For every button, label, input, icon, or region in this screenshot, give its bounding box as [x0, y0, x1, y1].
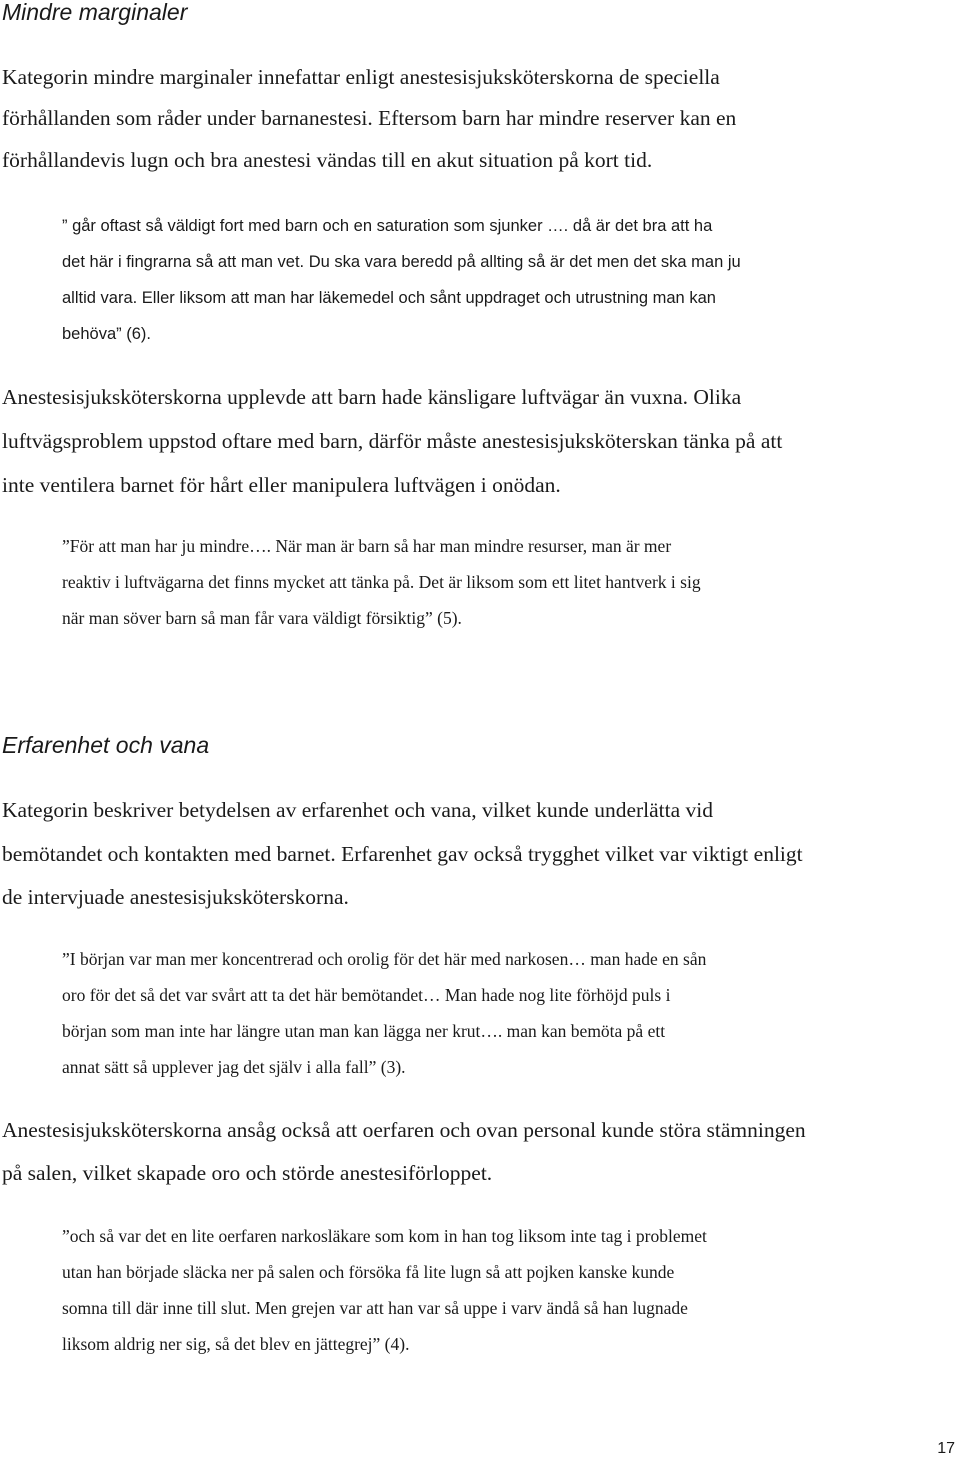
quote-line: det här i fingrarna så att man vet. Du ska vara beredd på allting så är det men det ska man ju [62, 253, 741, 271]
paragraph-line: inte ventilera barnet för hårt eller manipulera luftvägen i onödan. [2, 473, 561, 497]
quote-line: ”För att man har ju mindre…. När man är barn så har man mindre resurser, man är mer [62, 536, 672, 556]
quote-line: behöva” (6). [62, 325, 151, 343]
quote-line: ” går oftast så väldigt fort med barn och en saturation som sjunker …. då är det bra att ha [62, 217, 713, 235]
quote-line: när man söver barn så man får vara väldigt försiktig” (5). [62, 608, 462, 628]
quote-line: annat sätt så upplever jag det själv i alla fall” (3). [62, 1057, 406, 1077]
paragraph-line: Anestesisjuksköterskorna ansåg också att oerfaren och ovan personal kunde störa stämningen [2, 1118, 806, 1142]
paragraph-line: Kategorin beskriver betydelsen av erfarenhet och vana, vilket kunde underlätta vid [2, 798, 714, 822]
paragraph-line: på salen, vilket skapade oro och störde anestesiförloppet. [2, 1161, 493, 1185]
quote-line: somna till där inne till slut. Men grejen var att han var så uppe i varv ändå så han lugnade [62, 1298, 688, 1318]
quote-line: oro för det så det var svårt att ta det här bemötandet… Man hade nog lite förhöjd puls i [62, 985, 671, 1005]
paragraph-line: Anestesisjuksköterskorna upplevde att barn hade känsligare luftvägar än vuxna. Olika [2, 385, 742, 409]
paragraph-line: förhållandevis lugn och bra anestesi vändas till en akut situation på kort tid. [2, 148, 653, 172]
quote-line: början som man inte har längre utan man kan lägga ner krut…. man kan bemöta på ett [62, 1021, 666, 1041]
quote-line: liksom aldrig ner sig, så det blev en jättegrej” (4). [62, 1334, 410, 1354]
section-heading-mindre-marginaler: Mindre marginaler [2, 0, 188, 25]
paragraph-line: förhållanden som råder under barnanestesi. Eftersom barn har mindre reserver kan en [2, 106, 737, 130]
section-heading-erfarenhet-och-vana: Erfarenhet och vana [2, 732, 210, 758]
quote-line: utan han började släcka ner på salen och försöka få lite lugn så att pojken kanske kunde [62, 1262, 675, 1282]
quote-line: ”och så var det en lite oerfaren narkosläkare som kom in han tog liksom inte tag i problemet [62, 1226, 707, 1246]
paragraph-line: de intervjuade anestesisjuksköterskorna. [2, 885, 349, 909]
quote-line: alltid vara. Eller liksom att man har läkemedel och sånt uppdraget och utrustning man kan [62, 289, 716, 307]
paragraph-line: Kategorin mindre marginaler innefattar enligt anestesisjuksköterskorna de speciella [2, 65, 720, 89]
quote-line: ”I början var man mer koncentrerad och orolig för det här med narkosen… man hade en sån [62, 949, 707, 969]
paragraph-line: bemötandet och kontakten med barnet. Erfarenhet gav också trygghet vilket var viktigt enligt [2, 842, 803, 866]
page-number: 17 [937, 1440, 955, 1457]
quote-line: reaktiv i luftvägarna det finns mycket att tänka på. Det är liksom som ett litet hantverk i sig [62, 572, 701, 592]
paragraph-line: luftvägsproblem uppstod oftare med barn, därför måste anestesisjuksköterskan tänka på att [2, 429, 783, 453]
